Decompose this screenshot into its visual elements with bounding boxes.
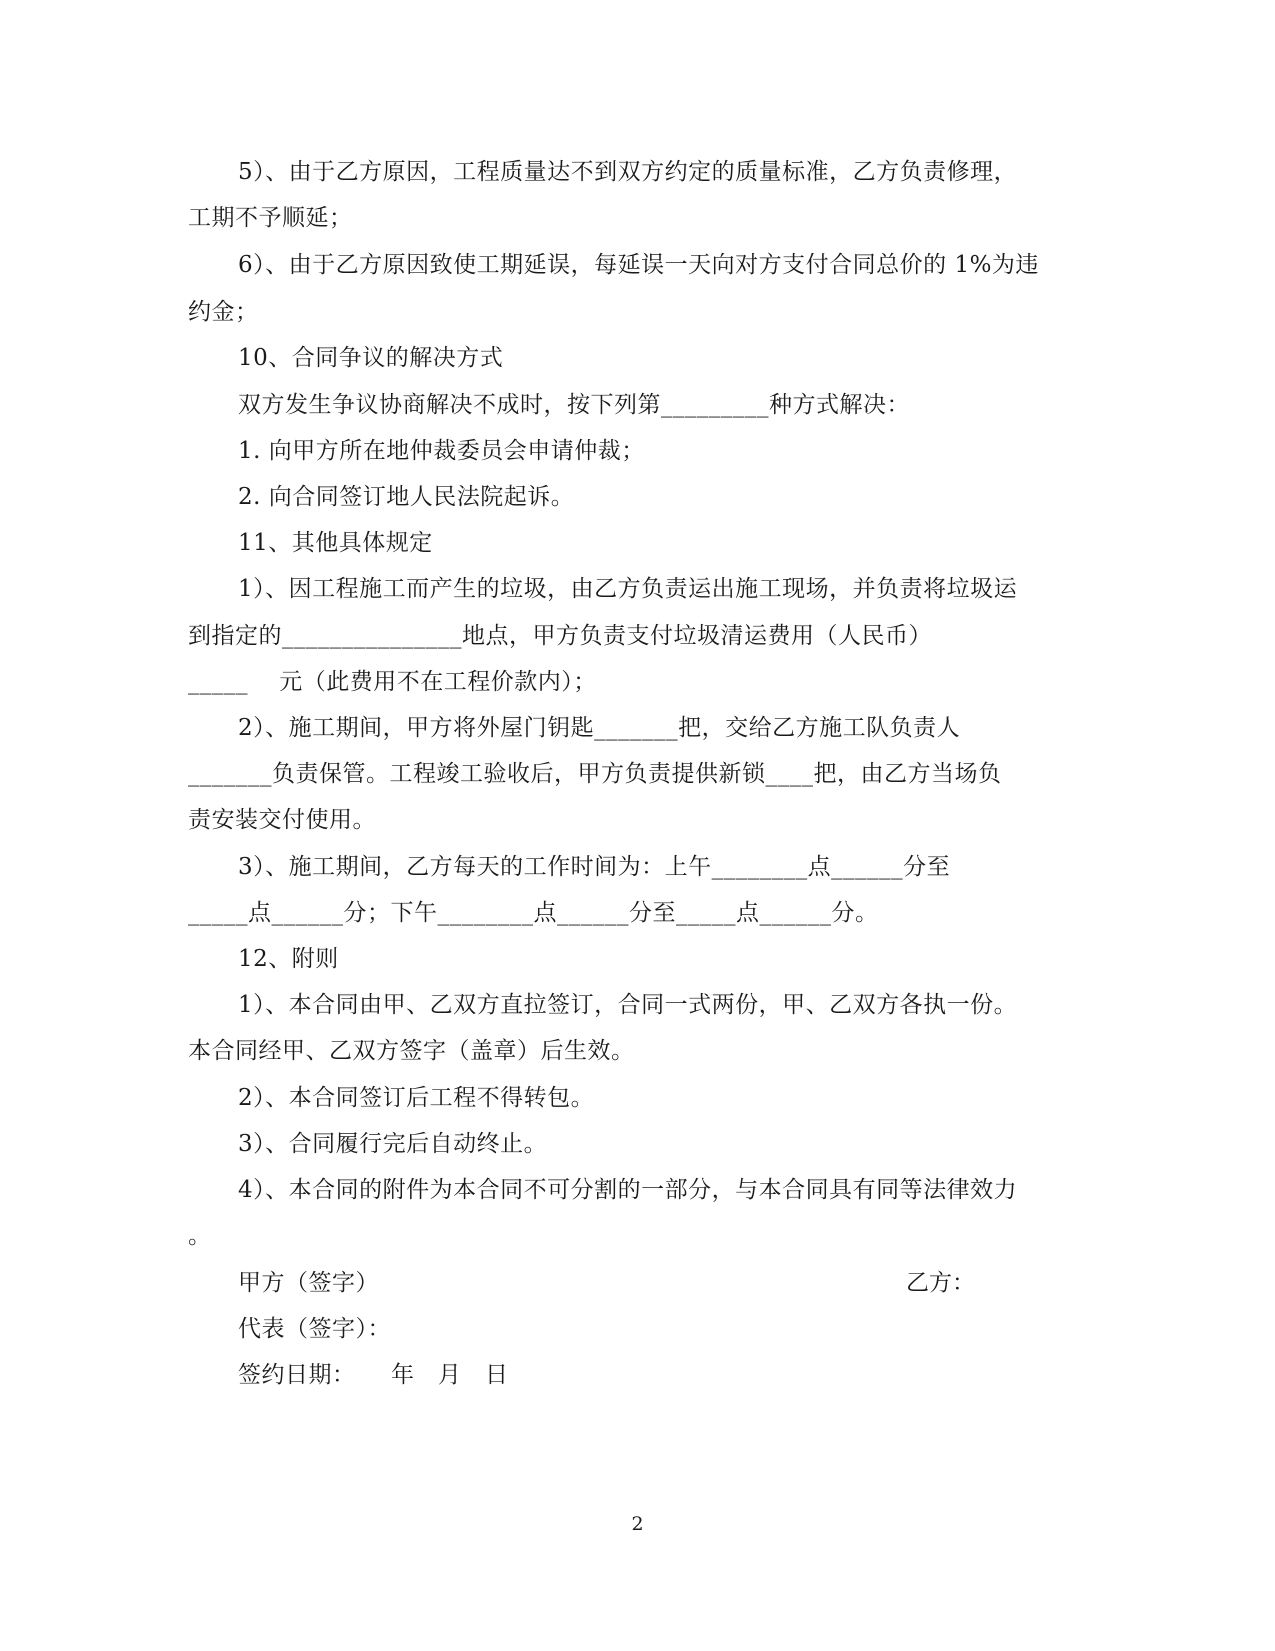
clause-12-3: 3）、合同履行完后自动终止。 <box>238 1131 548 1157</box>
clause-12-1-line-1: 1）、本合同由甲、乙双方直拉签订，合同一式两份，甲、乙双方各执一份。 <box>238 992 1018 1018</box>
clause-12-4-line-2: 。 <box>188 1223 212 1249</box>
section-10-option-1: 1. 向甲方所在地仲裁委员会申请仲裁； <box>238 438 645 464</box>
section-10-intro: 双方发生争议协商解决不成时，按下列第_________种方式解决： <box>238 392 910 418</box>
clause-11-1-line-3: _____ 元（此费用不在工程价款内）； <box>188 669 597 695</box>
clause-9-5-line-1: 5）、由于乙方原因，工程质量达不到双方约定的质量标准，乙方负责修理， <box>238 159 1018 185</box>
clause-12-1-line-2: 本合同经甲、乙双方签字（盖章）后生效。 <box>188 1038 635 1064</box>
signing-date-label: 签约日期： 年 月 日 <box>238 1362 509 1388</box>
page-number: 2 <box>631 1513 644 1535</box>
clause-11-2-line-1: 2）、施工期间，甲方将外屋门钥匙_______把，交给乙方施工队负责人 <box>238 715 961 741</box>
party-a-signature-label: 甲方（签字） <box>238 1270 379 1296</box>
clause-12-2: 2）、本合同签订后工程不得转包。 <box>238 1085 595 1111</box>
clause-9-6-line-1: 6）、由于乙方原因致使工期延误，每延误一天向对方支付合同总价的 1%为违 <box>238 252 1039 278</box>
clause-9-6-line-2: 约金； <box>188 299 259 325</box>
clause-11-3-line-1: 3）、施工期间，乙方每天的工作时间为：上午________点______分至 <box>238 854 951 880</box>
party-b-signature-label: 乙方： <box>906 1270 975 1296</box>
clause-11-2-line-3: 责安装交付使用。 <box>188 807 376 833</box>
clause-11-1-line-2: 到指定的_______________地点，甲方负责支付垃圾清运费用（人民币） <box>188 623 932 649</box>
clause-9-5-line-2: 工期不予顺延； <box>188 205 353 231</box>
representative-signature-label: 代表（签字）： <box>238 1316 391 1342</box>
clause-11-2-line-2: _______负责保管。工程竣工验收后，甲方负责提供新锁____把，由乙方当场负 <box>188 761 1002 787</box>
section-10-heading: 10、合同争议的解决方式 <box>238 345 504 371</box>
section-12-heading: 12、附则 <box>238 946 339 972</box>
section-11-heading: 11、其他具体规定 <box>238 530 433 556</box>
clause-11-1-line-1: 1）、因工程施工而产生的垃圾，由乙方负责运出施工现场，并负责将垃圾运 <box>238 576 1018 602</box>
clause-11-3-line-2: _____点______分；下午________点______分至_____点______分。 <box>188 900 879 926</box>
section-10-option-2: 2. 向合同签订地人民法院起诉。 <box>238 484 575 510</box>
clause-12-4-line-1: 4）、本合同的附件为本合同不可分割的一部分，与本合同具有同等法律效力 <box>238 1177 1018 1203</box>
